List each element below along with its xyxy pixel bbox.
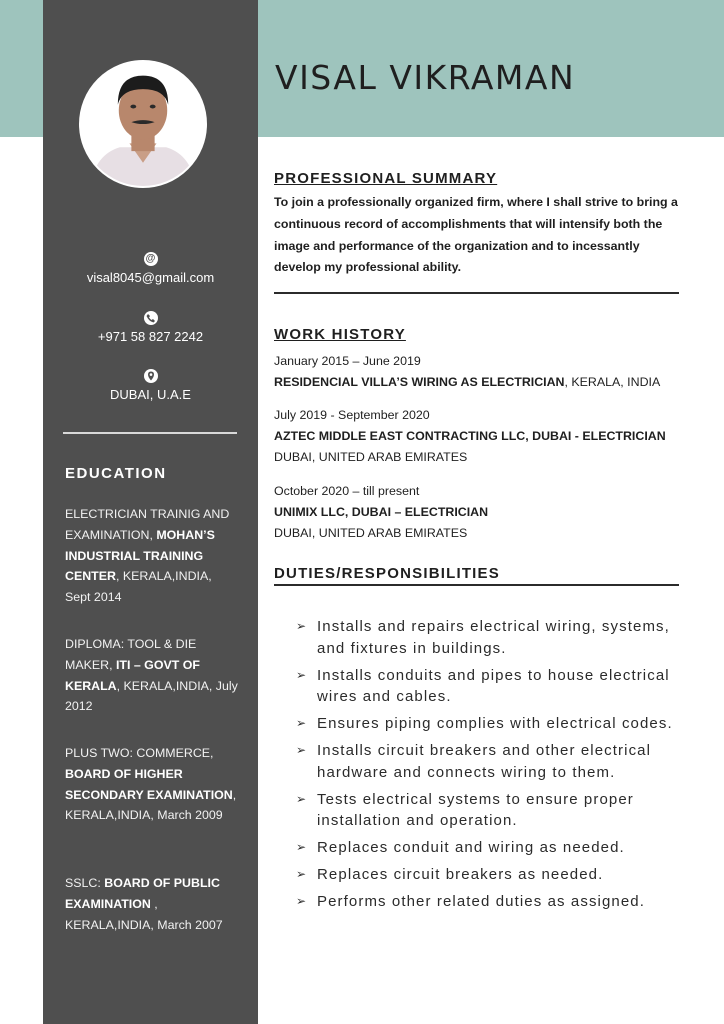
location-pin-icon <box>144 369 158 383</box>
phone-icon <box>144 311 158 325</box>
education-item-location-date: , KERALA,INDIA, Sept 2014 <box>65 569 212 605</box>
section-divider <box>274 584 679 586</box>
location-text: DUBAI, U.A.E <box>110 387 191 402</box>
list-item <box>296 616 686 660</box>
duty-text: Installs and repairs electrical wiring, systems, and fixtures in buildings. <box>317 618 670 657</box>
contact-location <box>43 369 258 402</box>
duty-text: Tests electrical systems to ensure proper installation and operation. <box>317 790 634 830</box>
arrow-bullet-icon: ➢ <box>296 791 308 806</box>
at-icon: @ <box>144 252 158 266</box>
education-item <box>65 873 240 935</box>
profile-photo <box>79 60 207 188</box>
work-location: DUBAI, UNITED ARAB EMIRATES <box>274 525 468 540</box>
education-item-institution: MOHAN’S INDUSTRIAL TRAINING CENTER <box>65 527 215 584</box>
education-item-location-date: , KERALA,INDIA, July 2012 <box>65 678 238 714</box>
education-item-location-date: , KERALA,INDIA, March 2007 <box>65 896 223 932</box>
summary-text: To join a professionally organized firm, where I shall strive to bring a continuous record of accomplishments that will intensify both the image and performance of the organization and to incessantly develop my professional ability. <box>274 195 678 275</box>
summary-heading: PROFESSIONAL SUMMARY <box>274 170 498 187</box>
work-entry <box>274 405 694 467</box>
work-employer: AZTEC MIDDLE EAST CONTRACTING LLC, DUBAI - ELECTRICIAN <box>274 428 666 443</box>
duties-list <box>296 616 686 918</box>
person-avatar-icon <box>81 62 205 186</box>
work-location: DUBAI, UNITED ARAB EMIRATES <box>274 449 468 464</box>
section-divider <box>274 292 679 294</box>
work-dates: July 2019 - September 2020 <box>274 408 430 422</box>
list-item <box>296 837 686 859</box>
arrow-bullet-icon: ➢ <box>296 619 308 633</box>
work-dates: October 2020 – till present <box>274 484 420 498</box>
list-item <box>296 713 686 735</box>
duties-heading: DUTIES/RESPONSIBILITIES <box>274 565 500 582</box>
education-item-detail: DIPLOMA: TOOL & DIE MAKER, <box>65 637 197 672</box>
arrow-bullet-icon: ➢ <box>296 667 308 682</box>
education-item-location-date: , KERALA,INDIA, March 2009 <box>65 787 237 823</box>
education-item-institution: ITI – GOVT OF KERALA <box>65 657 200 693</box>
education-heading: EDUCATION <box>65 465 167 482</box>
arrow-bullet-icon: ➢ <box>296 866 308 881</box>
list-item <box>296 665 686 709</box>
list-item <box>296 891 686 913</box>
education-item-detail: PLUS TWO: COMMERCE, <box>65 746 214 760</box>
sidebar-divider <box>63 432 237 434</box>
education-item-detail: SSLC: <box>65 876 105 890</box>
duty-text: Ensures piping complies with electrical codes. <box>317 715 673 733</box>
email-text: visal8045@gmail.com <box>86 270 215 285</box>
work-employer: RESIDENCIAL VILLA’S WIRING AS ELECTRICIAN <box>274 374 565 389</box>
education-item <box>65 743 240 826</box>
work-history-heading: WORK HISTORY <box>274 326 406 343</box>
duty-text: Performs other related duties as assigned. <box>317 892 646 910</box>
contact-email <box>43 252 258 285</box>
work-employer: UNIMIX LLC, DUBAI – ELECTRICIAN <box>274 504 489 519</box>
list-item <box>296 789 686 833</box>
list-item <box>296 864 686 886</box>
work-entry <box>274 351 694 393</box>
education-item-institution: BOARD OF PUBLIC EXAMINATION <box>65 876 220 911</box>
contact-phone <box>43 311 258 344</box>
arrow-bullet-icon: ➢ <box>296 840 308 855</box>
work-dates: January 2015 – June 2019 <box>274 354 421 368</box>
duty-text: Replaces circuit breakers as needed. <box>317 865 604 883</box>
arrow-bullet-icon: ➢ <box>296 716 308 731</box>
arrow-bullet-icon: ➢ <box>296 893 308 908</box>
duty-text: Replaces conduit and wiring as needed. <box>317 839 625 857</box>
work-entry <box>274 481 694 543</box>
education-item <box>65 504 240 608</box>
arrow-bullet-icon: ➢ <box>296 742 308 757</box>
duty-text: Installs conduits and pipes to house electrical wires and cables. <box>317 666 670 706</box>
phone-text: +971 58 827 2242 <box>97 329 204 344</box>
education-item <box>65 634 240 717</box>
education-item-detail: ELECTRICIAN TRAINIG AND EXAMINATION, <box>65 507 230 542</box>
list-item <box>296 740 686 784</box>
candidate-name: VISAL VIKRAMAN <box>275 58 576 97</box>
duty-text: Installs circuit breakers and other electrical hardware and connects wiring to them. <box>317 741 652 781</box>
education-item-institution: BOARD OF HIGHER SECONDARY EXAMINATION <box>65 766 233 802</box>
work-location: , KERALA, INDIA <box>564 374 661 389</box>
